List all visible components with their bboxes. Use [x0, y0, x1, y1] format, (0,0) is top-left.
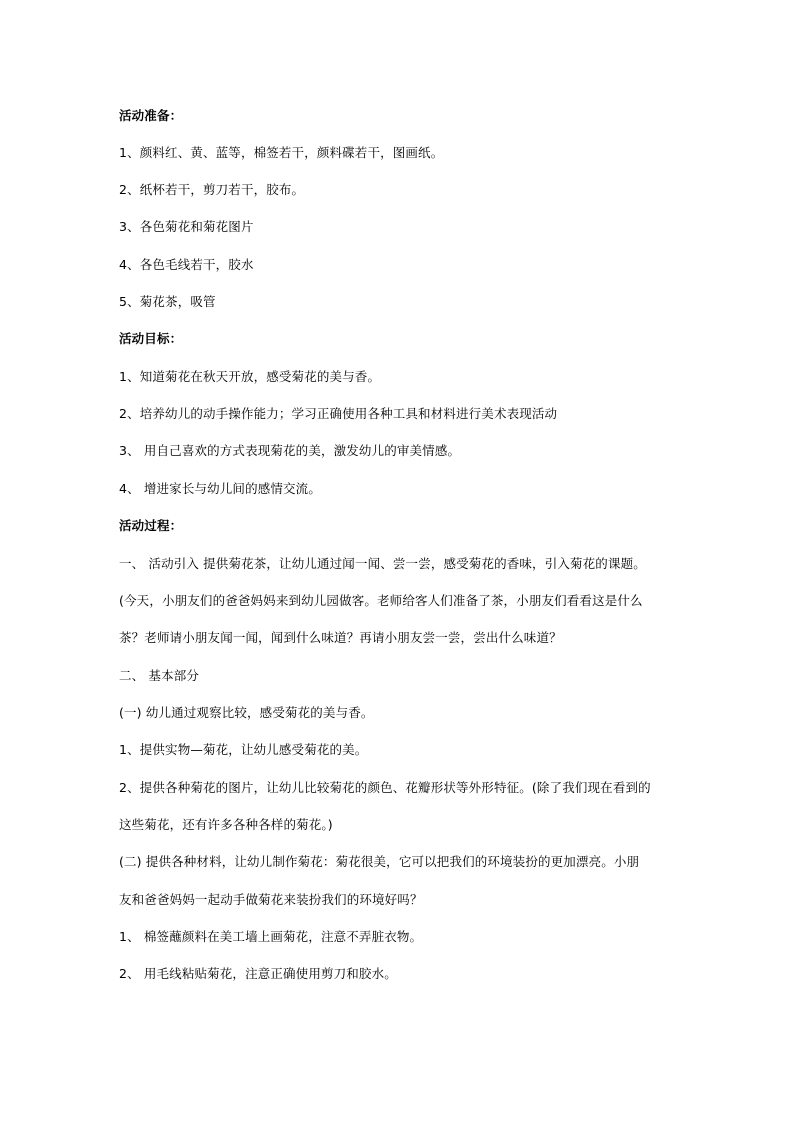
list-item: 1、知道菊花在秋天开放，感受菊花的美与香。: [119, 369, 381, 384]
paragraph-line: 2、 用毛线粘贴菊花，注意正确使用剪刀和胶水。: [119, 966, 397, 981]
section-heading-goals: 活动目标：: [119, 331, 183, 346]
list-item: 2、培养幼儿的动手操作能力；学习正确使用各种工具和材料进行美术表现活动: [119, 406, 558, 421]
paragraph-line: (一) 幼儿通过观察比较，感受菊花的美与香。: [119, 705, 374, 720]
list-item: 3、 用自己喜欢的方式表现菊花的美，激发幼儿的审美情感。: [119, 443, 461, 458]
paragraph-line: 这些菊花，还有许多各种各样的菊花。): [119, 817, 333, 832]
section-heading-preparation: 活动准备：: [119, 108, 183, 123]
paragraph-line: 友和爸爸妈妈一起动手做菊花来装扮我们的环境好吗？: [119, 892, 423, 907]
list-item: 5、菊花茶，吸管: [119, 294, 216, 309]
list-item: 4、 增进家长与幼儿间的感情交流。: [119, 481, 321, 496]
list-item: 1、颜料红、黄、蓝等，棉签若干，颜料碟若干，图画纸。: [119, 145, 444, 160]
paragraph-line: (二) 提供各种材料，让幼儿制作菊花：菊花很美，它可以把我们的环境装扮的更加漂亮。小朋: [119, 854, 640, 869]
paragraph-line: 1、 棉签蘸颜料在美工墙上画菊花，注意不弄脏衣物。: [119, 929, 423, 944]
paragraph-line: 1、提供实物—菊花，让幼儿感受菊花的美。: [119, 742, 368, 757]
list-item: 3、各色菊花和菊花图片: [119, 219, 254, 234]
paragraph-line: 一、 活动引入 提供菊花茶，让幼儿通过闻一闻、尝一尝，感受菊花的香味，引入菊花的课题。: [119, 556, 646, 571]
paragraph-line: 二、 基本部分: [119, 668, 200, 683]
paragraph-line: (今天，小朋友们的爸爸妈妈来到幼儿园做客。老师给客人们准备了茶，小朋友们看看这是什么: [119, 593, 643, 608]
paragraph-line: 茶？老师请小朋友闻一闻，闻到什么味道？再请小朋友尝一尝，尝出什么味道？: [119, 630, 562, 645]
list-item: 2、纸杯若干，剪刀若干，胶布。: [119, 182, 305, 197]
paragraph-line: 2、提供各种菊花的图片，让幼儿比较菊花的颜色、花瓣形状等外形特征。(除了我们现在看到的: [119, 780, 651, 795]
section-heading-process: 活动过程：: [119, 518, 183, 533]
list-item: 4、各色毛线若干，胶水: [119, 257, 254, 272]
